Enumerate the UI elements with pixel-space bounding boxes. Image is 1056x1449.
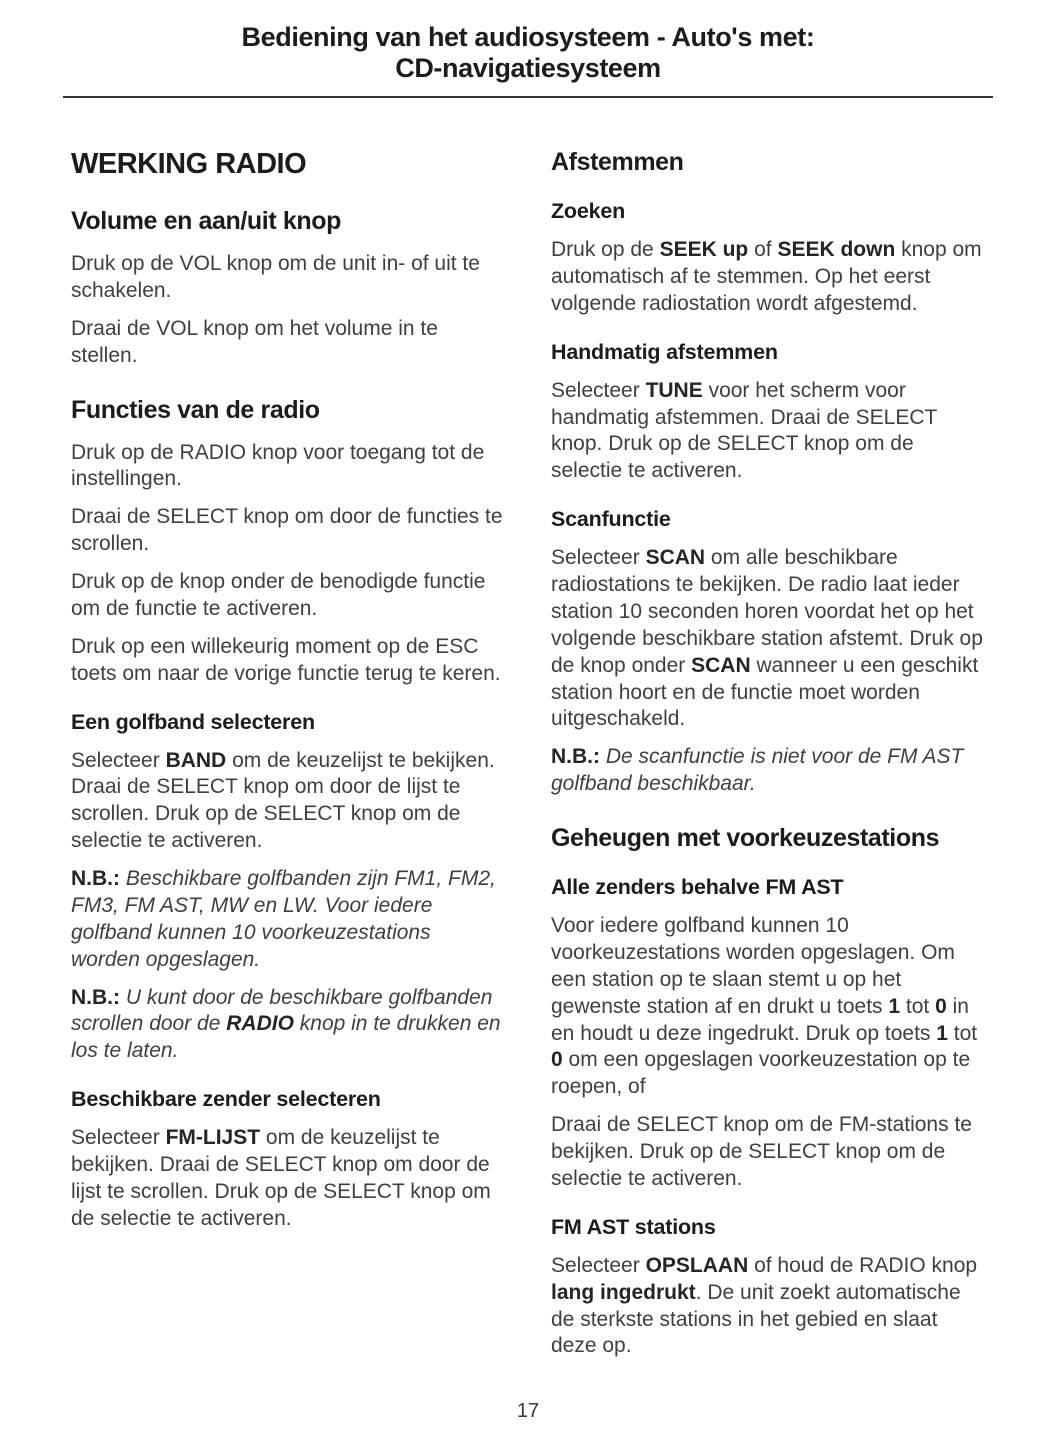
paragraph [551, 378, 985, 486]
emphasized-text: BAND [165, 748, 227, 772]
text-run: tot [947, 1021, 978, 1045]
paragraph [71, 569, 505, 623]
page-title-line2: CD-navigatiesysteem [395, 52, 661, 83]
note-paragraph [551, 744, 985, 798]
paragraph [551, 1253, 985, 1361]
emphasized-text: 1 [936, 1021, 948, 1045]
emphasized-text: N.B.: [71, 985, 126, 1009]
page-number: 17 [516, 1400, 540, 1422]
paragraph [551, 913, 985, 1101]
paragraph [551, 1112, 985, 1193]
sub-heading: FM AST stations [551, 1214, 716, 1239]
emphasized-text: 0 [935, 994, 947, 1018]
paragraph [71, 748, 505, 856]
paragraph [71, 251, 505, 305]
paragraph [551, 545, 985, 733]
emphasized-text: N.B.: [71, 867, 126, 890]
text-run: Selecteer [71, 748, 166, 772]
text-run: om een opgeslagen voorkeuzestation op te roepen, of [551, 1048, 971, 1099]
paragraph [71, 1125, 505, 1233]
emphasized-text: N.B.: [551, 745, 606, 769]
text-run: wanneer u een geschikt station hoort en de functie moet worden uitgeschakeld. [551, 653, 979, 731]
text-run: om alle beschikbare radiostations te bekijken. De radio laat ieder station 10 seconden horen voordat het op het volgende beschikbare station afstemt. Druk op de knop onder [551, 546, 983, 677]
emphasized-text: U kunt door de beschikbare golfbanden scrollen door de [71, 985, 493, 1036]
text-run: Druk op de [551, 238, 660, 261]
sub-heading: Een golfband selecteren [71, 709, 315, 734]
section-heading: WERKING RADIO [71, 148, 307, 180]
paragraph [71, 634, 505, 688]
text-run: of [748, 238, 778, 261]
heading: Functies van de radio [71, 395, 320, 424]
emphasized-text: SEEK up [659, 238, 749, 261]
text-run: knop om automatisch af te stemmen. Op het eerst volgende radiostation wordt afgestemd. [551, 238, 982, 315]
emphasized-text: FM-LIJST [165, 1126, 261, 1150]
emphasized-text: OPSLAAN [645, 1253, 749, 1277]
emphasized-text: RADIO [226, 1012, 294, 1036]
emphasized-text: 0 [551, 1048, 563, 1072]
text-run: Selecteer [551, 546, 646, 570]
sub-heading: Handmatig afstemmen [551, 339, 778, 364]
page-header [63, 22, 993, 83]
page-title-line1: Bediening van het audiosysteem - Auto's met: [241, 22, 815, 52]
text-run: Voor iedere golfband kunnen 10 voorkeuzestations worden opgeslagen. Om een station op te slaan stemt u op het gewenste station af en drukt u toets [551, 914, 955, 1018]
heading: Geheugen met voorkeuzestations [551, 824, 940, 852]
content-columns [63, 98, 993, 1371]
paragraph [71, 440, 505, 494]
heading: Afstemmen [551, 148, 684, 176]
text-run: Draai de SELECT knop om de FM-stations te bekijken. Druk op de SELECT knop om de selectie te activeren. [551, 1113, 972, 1190]
paragraph [71, 316, 505, 370]
emphasized-text: De scanfunctie is niet voor de FM AST golfband beschikbaar. [551, 745, 964, 796]
paragraph [551, 237, 985, 318]
emphasized-text: SCAN [691, 653, 751, 677]
left-column [71, 148, 505, 1371]
emphasized-text: SCAN [645, 546, 706, 570]
text-run: in en houdt u deze ingedrukt. Druk op toets [551, 994, 969, 1045]
right-column [551, 148, 985, 1371]
sub-heading: Scanfunctie [551, 507, 671, 532]
text-run: Draai de VOL knop om het volume in te stellen. [71, 316, 438, 367]
text-run: voor het scherm voor handmatig afstemmen. Draai de SELECT knop. Druk op de SELECT knop om de selectie te activeren. [551, 378, 937, 483]
emphasized-text: Beschikbare golfbanden zijn FM1, FM2, FM3, FM AST, MW en LW. Voor iedere golfband kunnen 10 voorkeuzestations worden opgeslagen. [71, 867, 496, 971]
text-run: tot [900, 994, 936, 1018]
text-run: om de keuzelijst te bekijken. Draai de SELECT knop om door de lijst te scrollen. Druk op de SELECT knop om de selectie te activeren. [71, 748, 495, 853]
page-title [63, 22, 993, 83]
note-paragraph [71, 866, 505, 974]
text-run: Druk op een willekeurig moment op de ESC toets om naar de vorige functie terug te keren. [71, 634, 501, 685]
sub-heading: Beschikbare zender selecteren [71, 1087, 381, 1112]
text-run: Draai de SELECT knop om door de functies te scrollen. [71, 505, 503, 556]
text-run: . De unit zoekt automatische de sterkste stations in het gebied en slaat deze op. [551, 1280, 961, 1358]
sub-heading: Alle zenders behalve FM AST [551, 875, 844, 899]
emphasized-text: TUNE [645, 378, 703, 402]
note-paragraph [71, 985, 505, 1066]
heading: Volume en aan/uit knop [71, 207, 341, 235]
emphasized-text: knop in te drukken en los te laten. [71, 1012, 501, 1063]
paragraph [71, 504, 505, 558]
emphasized-text: lang ingedrukt [551, 1280, 696, 1304]
text-run: om de keuzelijst te bekijken. Draai de SELECT knop om door de lijst te scrollen. Druk op de SELECT knop om de selectie te activeren. [71, 1126, 491, 1230]
text-run: Selecteer [551, 378, 646, 402]
text-run: Selecteer [551, 1253, 646, 1277]
text-run: Druk op de RADIO knop voor toegang tot de instellingen. [71, 440, 485, 491]
text-run: Druk op de VOL knop om de unit in- of uit te schakelen. [71, 252, 480, 302]
emphasized-text: 1 [888, 994, 901, 1018]
text-run: of houd de RADIO knop [748, 1253, 978, 1277]
text-run: Selecteer [71, 1126, 166, 1150]
sub-heading: Zoeken [551, 199, 626, 223]
emphasized-text: SEEK down [777, 238, 896, 261]
text-run: Druk op de knop onder de benodigde functie om de functie te activeren. [71, 570, 486, 620]
